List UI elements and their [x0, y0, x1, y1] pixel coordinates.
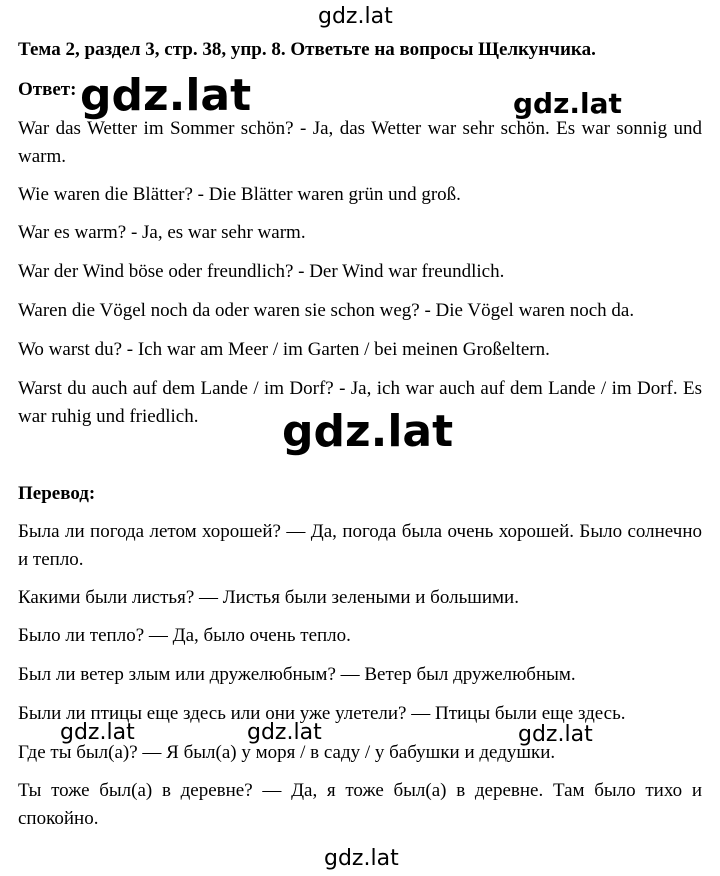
translation-label: Перевод:	[18, 483, 96, 504]
german-line-6: Wo warst du? - Ich war am Meer / im Garten / bei meinen Großeltern.	[18, 339, 550, 360]
german-line-7: Warst du auch auf dem Lande / im Dorf? - Ja, ich war auch auf dem Lande / im Dorf. Es war ruhig und friedlich.	[18, 378, 702, 427]
russian-line-3: Было ли тепло? — Да, было очень тепло.	[18, 625, 351, 646]
russian-line-6: Где ты был(а)? — Я был(а) у моря / в саду / у бабушки и дедушки.	[18, 742, 556, 763]
russian-line-7: Ты тоже был(а) в деревне? — Да, я тоже был(а) в деревне. Там было тихо и спокойно.	[18, 780, 702, 829]
watermark-top: gdz.lat	[318, 4, 393, 29]
watermark-lower-right: gdz.lat	[518, 722, 593, 747]
watermark-answer-right: gdz.lat	[513, 87, 622, 120]
watermark-lower-left: gdz.lat	[60, 720, 135, 745]
german-line-4: War der Wind böse oder freundlich? - Der Wind war freundlich.	[18, 261, 505, 282]
german-line-2: Wie waren die Blätter? - Die Blätter waren grün und groß.	[18, 184, 461, 205]
exercise-heading: Тема 2, раздел 3, стр. 38, упр. 8. Ответьте на вопросы Щелкунчика.	[18, 39, 596, 60]
watermark-lower-mid: gdz.lat	[247, 720, 322, 745]
german-line-1: War das Wetter im Sommer schön? - Ja, das Wetter war sehr schön. Es war sonnig und warm.	[18, 118, 702, 167]
russian-line-4: Был ли ветер злым или дружелюбным? — Ветер был дружелюбным.	[18, 664, 576, 685]
watermark-center-big: gdz.lat	[282, 406, 454, 457]
russian-line-1: Была ли погода летом хорошей? — Да, погода была очень хорошей. Было солнечно и тепло.	[18, 521, 702, 570]
watermark-bottom: gdz.lat	[324, 846, 399, 871]
answer-label: Ответ:	[18, 79, 77, 100]
german-line-5: Waren die Vögel noch da oder waren sie schon weg? - Die Vögel waren noch da.	[18, 300, 635, 321]
russian-line-5: Были ли птицы еще здесь или они уже улетели? — Птицы были еще здесь.	[18, 703, 626, 724]
watermark-answer-big: gdz.lat	[80, 70, 252, 121]
russian-line-2: Какими были листья? — Листья были зелеными и большими.	[18, 587, 519, 608]
german-line-3: War es warm? - Ja, es war sehr warm.	[18, 222, 306, 243]
